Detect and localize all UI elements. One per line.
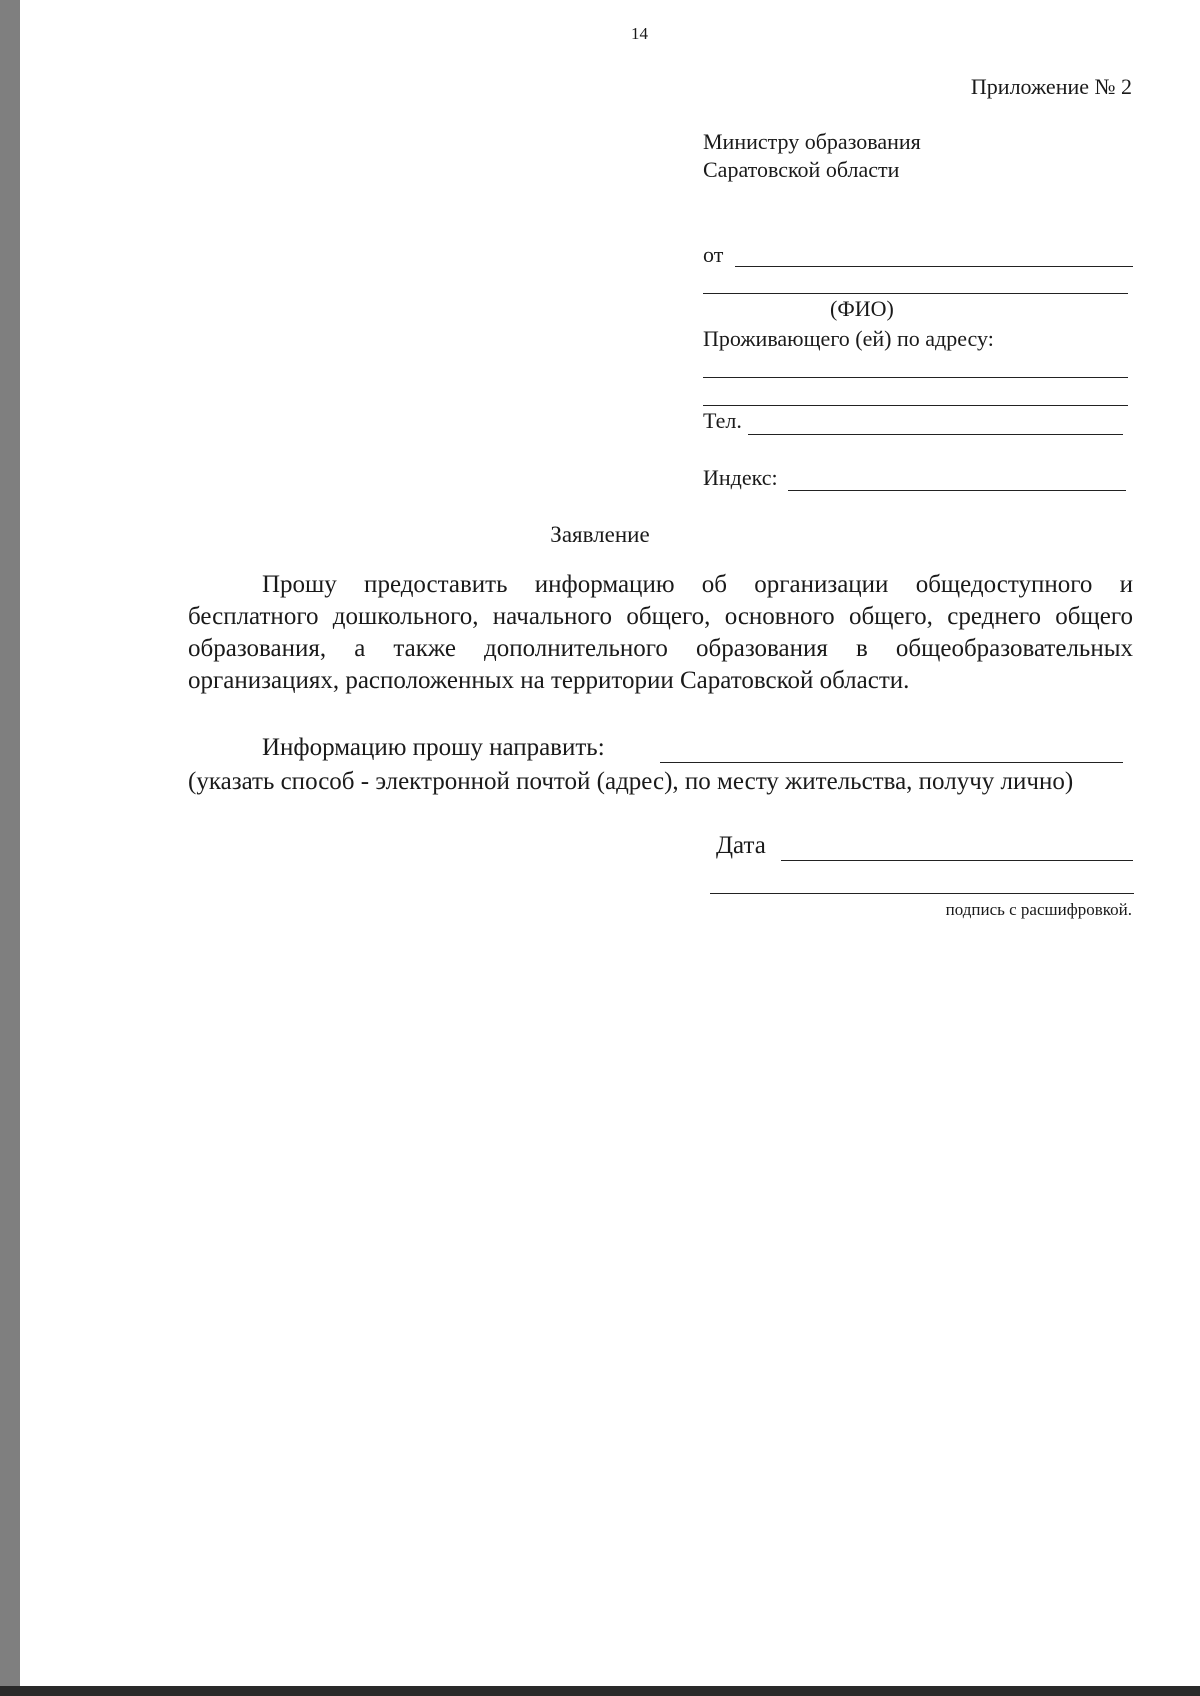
phone-line[interactable]	[748, 434, 1123, 435]
document-page	[20, 0, 1200, 1686]
from-label: от	[703, 242, 724, 267]
addressee-block	[703, 128, 921, 184]
delivery-line[interactable]	[660, 762, 1123, 763]
address-line-1[interactable]	[703, 377, 1128, 378]
date-label: Дата	[716, 832, 766, 859]
index-label: Индекс:	[703, 465, 778, 490]
bottom-strip	[0, 1686, 1200, 1696]
address-line-2[interactable]	[703, 405, 1128, 406]
address-label: Проживающего (ей) по адресу:	[703, 326, 994, 351]
addressee-line-2: Саратовской области	[703, 157, 900, 182]
delivery-hint: (указать способ - электронной почтой (адрес), по месту жительства, получу лично)	[188, 768, 1074, 795]
addressee-line-1: Министру образования	[703, 129, 921, 154]
fio-caption: (ФИО)	[830, 296, 894, 321]
request-paragraph: Прошу предоставить информацию об организации общедоступного и бесплатного дошкольного, начального общего, основного общего, среднего общего образования, а также дополнительного образования в общеобразовательных организациях, расположенных на территории Саратовской области.	[188, 571, 1133, 694]
signature-line[interactable]	[710, 893, 1134, 894]
index-line[interactable]	[788, 490, 1126, 491]
delivery-label: Информацию прошу направить:	[262, 734, 605, 761]
from-line[interactable]	[735, 266, 1133, 267]
phone-label: Тел.	[703, 408, 742, 433]
fio-line[interactable]	[703, 293, 1128, 294]
appendix-label: Приложение № 2	[970, 74, 1132, 99]
document-title: Заявление	[550, 522, 650, 547]
page-number: 14	[631, 24, 648, 43]
date-line[interactable]	[781, 860, 1133, 861]
signature-caption: подпись с расшифровкой.	[945, 900, 1132, 919]
